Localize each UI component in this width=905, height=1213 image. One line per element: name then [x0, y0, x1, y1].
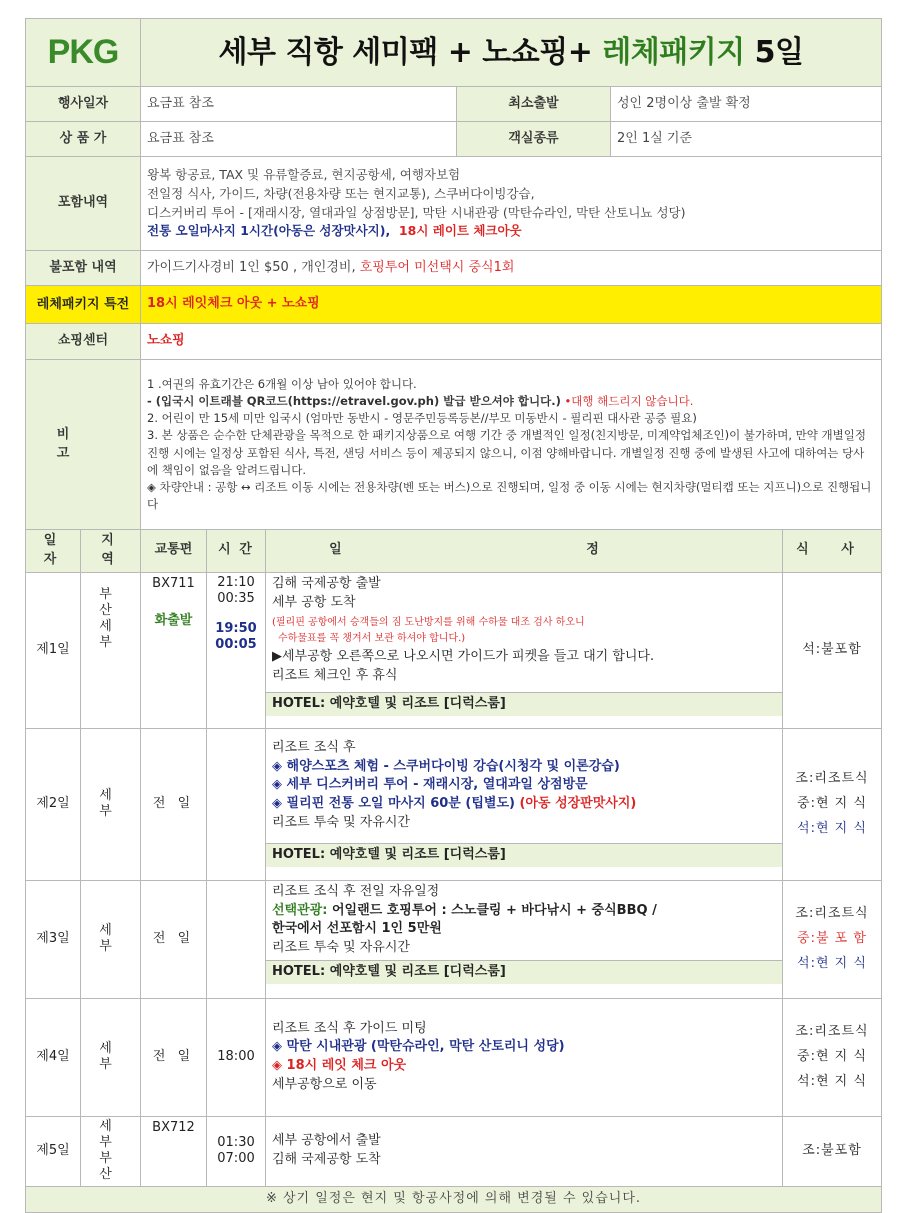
meal-dinner: 석:현 지 식 — [797, 820, 867, 836]
day-region — [81, 1116, 141, 1186]
day-itinerary — [266, 998, 783, 1116]
day-row-2 — [26, 728, 882, 880]
itinerary-line: 리조트 체크인 후 휴식 — [272, 668, 398, 684]
excluded-row — [26, 251, 882, 286]
included-row — [26, 157, 882, 251]
shopping-row — [26, 324, 882, 360]
time-value: 01:30 — [217, 1134, 255, 1150]
day-transport: 전 일 — [141, 880, 207, 998]
meal-breakfast: 조:리조트식 — [795, 1024, 869, 1040]
day-region: 세 부 — [81, 880, 141, 998]
optional-tour-price: 한국에서 선포함시 1인 5만원 — [272, 921, 442, 937]
info-table — [25, 18, 882, 530]
event-date-row — [26, 87, 882, 122]
remark-line: 1 .여권의 유효기간은 6개월 이상 남아 있어야 합니다. — [147, 376, 417, 391]
included-line: 디스커버리 투어 - [재래시장, 열대과일 상점방문], 막탄 시내관광 (막탄슈라인, 막탄 산토니뇨 성당) — [147, 204, 686, 220]
remark-line: 3. 본 상품은 순수한 단체관광을 목적으로 한 패키지상품으로 여행 기간 중 개별적인 일정(친지방문, 미계약업체조인)이 불가하며, 만약 개별일정 진행 시에는 일정상 포함된 식사, 특전, 샌딩 서비스 등이 제공되지 않으니, 이점 양해바랍니다. 개별일정 진행 중에 발생된 사고에 대하여는 당사에 책임이 없음을 알려드립니다. — [147, 428, 866, 477]
itinerary-line: 리조트 투숙 및 자유시간 — [272, 940, 410, 956]
day-label: 제2일 — [26, 728, 81, 880]
itinerary-item: ◈ 해양스포츠 체험 - 스쿠버다이빙 강습(시청각 및 이론강습) — [272, 758, 620, 774]
schedule-header — [26, 530, 882, 573]
itinerary-line: 리조트 조식 후 가이드 미팅 — [272, 1020, 427, 1036]
optional-tour-text: 어일랜드 호핑투어 : 스노클링 + 바다낚시 + 중식BBQ / — [331, 902, 657, 918]
price-label: 상 품 가 — [26, 122, 141, 157]
depart-day: 화출발 — [154, 612, 193, 628]
title-suffix: 5일 — [744, 34, 804, 70]
itinerary-line: 김해 국제공항 도착 — [272, 1152, 381, 1168]
day-label: 제1일 — [26, 572, 81, 728]
region-line: 부 산 — [99, 586, 122, 618]
day-itinerary — [266, 728, 783, 880]
excluded-red-text: 호핑투어 미선택시 중식1회 — [359, 259, 515, 275]
footer-row — [26, 1186, 882, 1212]
baggage-notice: 수하물표를 꼭 챙겨서 보관 하셔야 합니다.) — [278, 632, 466, 644]
event-date-label: 행사일자 — [26, 87, 141, 122]
day-itinerary — [266, 1116, 783, 1186]
special-label: 레체패키지 특전 — [26, 286, 141, 324]
included-massage: 전통 오일마사지 1시간(아동은 성장맛사지), — [147, 223, 391, 239]
day-meal — [783, 998, 882, 1116]
day-time — [207, 572, 266, 728]
excluded-label: 불포함 내역 — [26, 251, 141, 286]
day-label: 제3일 — [26, 880, 81, 998]
day-label: 제4일 — [26, 998, 81, 1116]
day-meal — [783, 880, 882, 998]
col-meal: 식 사 — [783, 530, 882, 573]
day-time — [207, 728, 266, 880]
day-meal — [783, 728, 882, 880]
itinerary-item: ◈ 막탄 시내관광 (막탄슈라인, 막탄 산토리니 성당) — [272, 1039, 565, 1055]
day-region: 세 부 — [81, 728, 141, 880]
time-value: 00:05 — [215, 637, 257, 653]
day-time — [207, 880, 266, 998]
optional-tour-label: 선택관광: — [272, 902, 328, 918]
min-depart-value: 성인 2명이상 출발 확정 — [611, 87, 882, 122]
price-value: 요금표 참조 — [141, 122, 457, 157]
day-itinerary — [266, 880, 783, 998]
hotel-info: HOTEL: 예약호텔 및 리조트 [디럭스룸] — [266, 843, 782, 867]
special-row — [26, 286, 882, 324]
itinerary-line: 세부 공항 도착 — [272, 594, 356, 610]
day-transport: 전 일 — [141, 728, 207, 880]
remark-line: 2. 어린이 만 15세 미만 입국시 (엄마만 동반시 - 영문주민등록등본//부모 미동반시 - 필리핀 대사관 공증 필요) — [147, 411, 697, 425]
day-transport — [141, 572, 207, 728]
flight-number: BX711 — [152, 575, 195, 591]
remark-etravel: - (입국시 이트래블 QR코드(https://etravel.gov.ph) 발급 받으셔야 합니다.) — [147, 393, 561, 408]
time-value: 21:10 — [217, 574, 255, 590]
meal-lunch: 중:불 포 함 — [797, 930, 867, 946]
col-day: 일 자 — [26, 530, 81, 573]
itinerary-item: ◈ 세부 디스커버리 투어 - 재래시장, 열대과일 상점방문 — [272, 777, 588, 793]
room-label: 객실종류 — [457, 122, 611, 157]
day-transport: 전 일 — [141, 998, 207, 1116]
hotel-info: HOTEL: 예약호텔 및 리조트 [디럭스룸] — [266, 692, 782, 716]
day-itinerary — [266, 572, 783, 728]
min-depart-label: 최소출발 — [457, 87, 611, 122]
meal-dinner: 석:현 지 식 — [797, 1073, 867, 1089]
time-value: 00:35 — [217, 590, 255, 606]
meal-lunch: 중:현 지 식 — [797, 795, 867, 811]
meal-lunch: 중:현 지 식 — [797, 1048, 867, 1064]
col-itinerary: 일 정 — [266, 530, 783, 573]
col-transport: 교통편 — [141, 530, 207, 573]
region-line: 부 산 — [99, 1151, 122, 1183]
title-prefix: 세부 직항 세미팩 + 노쇼핑+ — [218, 34, 603, 70]
room-value: 2인 1실 기준 — [611, 122, 882, 157]
day-time: 18:00 — [207, 998, 266, 1116]
time-value: 19:50 — [215, 621, 257, 637]
pkg-label: PKG — [26, 19, 141, 87]
day-label: 제5일 — [26, 1116, 81, 1186]
late-checkout-item: ◈ 18시 레잇 체크 아웃 — [272, 1058, 407, 1074]
itinerary-line: 세부공항으로 이동 — [272, 1077, 377, 1093]
day-time — [207, 1116, 266, 1186]
itinerary-sheet — [25, 18, 881, 1213]
baggage-notice: (필리핀 공항에서 승객들의 짐 도난방지를 위해 수하물 대조 검사 하오니 — [272, 617, 585, 629]
itinerary-line: 세부 공항에서 출발 — [272, 1133, 381, 1149]
included-line: 전일정 식사, 가이드, 차량(전용차량 또는 현지교통), 스쿠버다이빙강습, — [147, 185, 535, 201]
day-meal: 조:불포함 — [783, 1116, 882, 1186]
included-late-checkout: 18시 레이트 체크아웃 — [398, 223, 522, 239]
day-row-4 — [26, 998, 882, 1116]
itinerary-line: 리조트 조식 후 — [272, 739, 356, 755]
day-row-1 — [26, 572, 882, 728]
day-region — [81, 572, 141, 728]
itinerary-line: 리조트 투숙 및 자유시간 — [272, 815, 410, 831]
page-title — [141, 19, 882, 87]
shopping-label: 쇼핑센터 — [26, 324, 141, 360]
day-row-3 — [26, 880, 882, 998]
remark-line: ◈ 차량안내 : 공항 ↔ 리조트 이동 시에는 전용차량(벤 또는 버스)으로 진행되며, 일정 중 이동 시에는 현지차량(멀티캡 또는 지프니)으로 진행됩니다 — [147, 480, 872, 512]
included-line: 왕복 항공료, TAX 및 유류할증료, 현지공항세, 여행자보험 — [147, 167, 461, 182]
itinerary-line: 리조트 조식 후 전일 자유일정 — [272, 883, 440, 899]
meal-dinner: 석:현 지 식 — [797, 955, 867, 971]
region-line: 세 부 — [99, 1118, 122, 1150]
time-value: 07:00 — [217, 1151, 255, 1167]
remarks-label: 비 고 — [26, 360, 141, 530]
title-row — [26, 19, 882, 87]
itinerary-item: ◈ 필리핀 전통 오일 마사지 60분 (팁별도) — [272, 796, 515, 812]
hotel-info: HOTEL: 예약호텔 및 리조트 [디럭스룸] — [266, 960, 782, 984]
footer-note: ※ 상기 일정은 현지 및 항공사정에 의해 변경될 수 있습니다. — [26, 1186, 882, 1212]
remarks-value — [141, 360, 882, 530]
meal-breakfast: 조:리조트식 — [795, 771, 869, 787]
price-row — [26, 122, 882, 157]
col-time: 시 간 — [207, 530, 266, 573]
excluded-text: 가이드기사경비 1인 $50 , 개인경비, — [147, 259, 356, 275]
day-row-5 — [26, 1116, 882, 1186]
schedule-table — [25, 529, 882, 1213]
day-region: 세 부 — [81, 998, 141, 1116]
region-line: 세 부 — [99, 619, 122, 651]
itinerary-line: 김해 국제공항 출발 — [272, 575, 381, 591]
included-label: 포함내역 — [26, 157, 141, 251]
title-green: 레체패키지 — [602, 34, 745, 70]
remark-no-agency: •대행 해드리지 않습니다. — [564, 393, 694, 408]
child-massage: (아동 성장판맛사지) — [519, 796, 637, 812]
day-meal: 석:불포함 — [783, 572, 882, 728]
shopping-value: 노쇼핑 — [141, 324, 882, 360]
guide-notice: ▶세부공항 오른쪽으로 나오시면 가이드가 피켓을 들고 대기 합니다. — [272, 649, 655, 665]
day-transport: BX712 — [141, 1116, 207, 1186]
event-date-value: 요금표 참조 — [141, 87, 457, 122]
excluded-value — [141, 251, 882, 286]
meal-breakfast: 조:리조트식 — [795, 906, 869, 922]
included-value — [141, 157, 882, 251]
col-region: 지 역 — [81, 530, 141, 573]
special-value: 18시 레잇체크 아웃 + 노쇼핑 — [141, 286, 882, 324]
remarks-row — [26, 360, 882, 530]
